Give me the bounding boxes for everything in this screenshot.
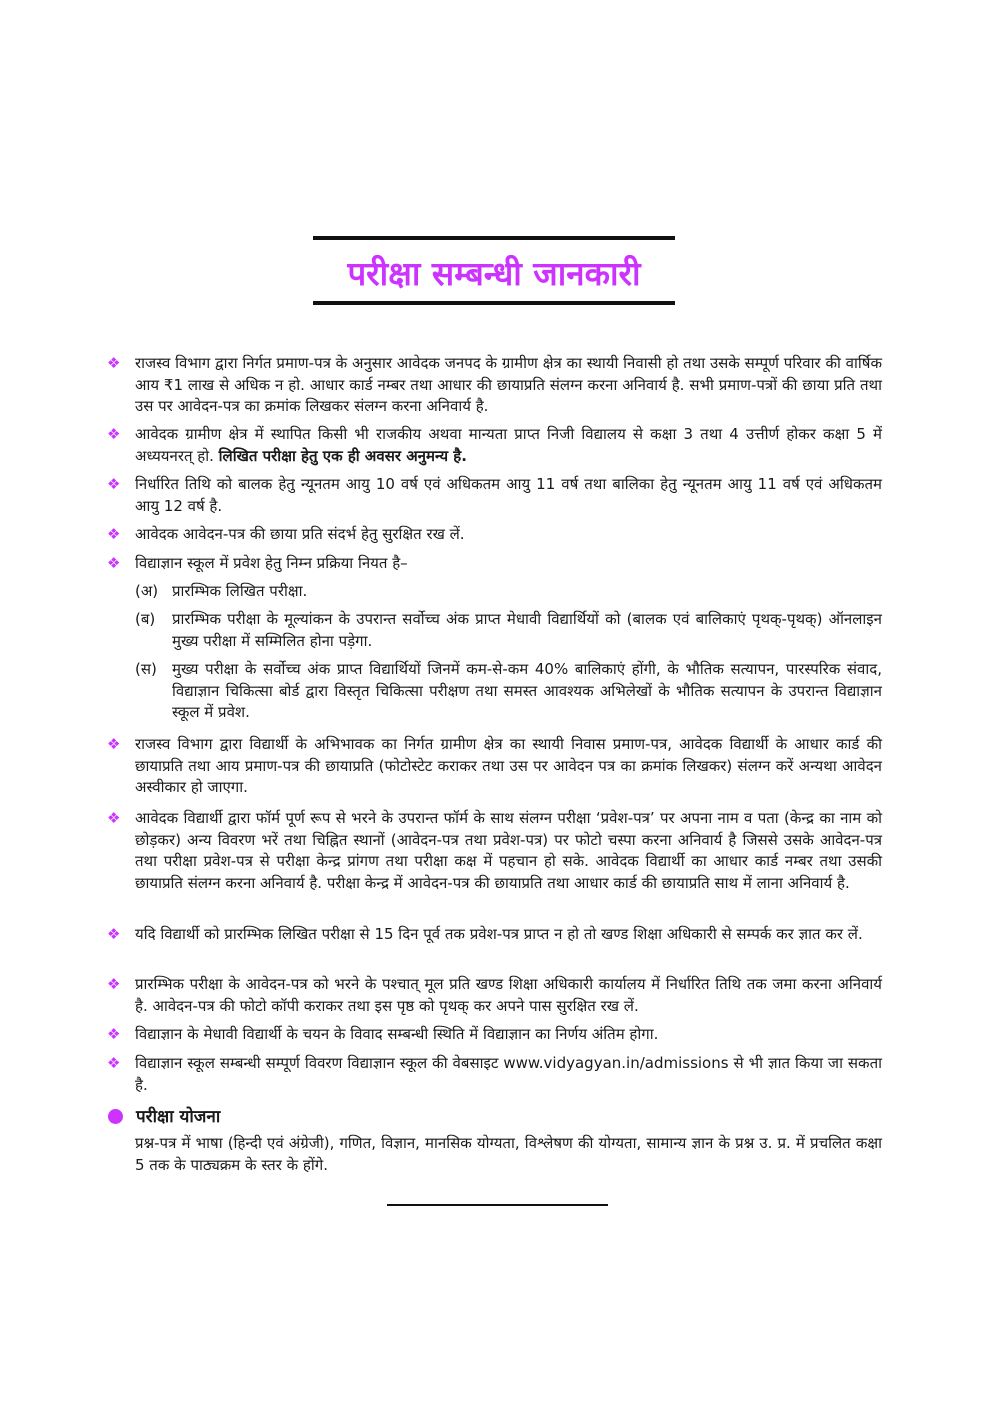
list-item (107, 974, 882, 1017)
diamond-bullet-icon: ❖ (107, 925, 121, 943)
sub-item-label: (स) (135, 660, 157, 678)
section-heading (108, 1104, 220, 1127)
sub-item-label: (अ) (135, 582, 159, 600)
diamond-bullet-icon: ❖ (107, 425, 121, 443)
diamond-bullet-icon: ❖ (107, 809, 121, 827)
list-item (107, 474, 882, 517)
item-text: राजस्व विभाग द्वारा निर्गत प्रमाण-पत्र के अनुसार आवेदक जनपद के ग्रामीण क्षेत्र का स्थायी निवासी हो तथा उसके सम्पूर्ण परिवार की वार्षिक आय ₹1 लाख से अधिक न हो. आधार कार्ड नम्बर तथा आधार की छायाप्रति संलग्न करना अनिवार्य है. सभी प्रमाण-पत्रों की छाया प्रति तथा उस पर आवेदन-पत्र का क्रमांक लिखकर संलग्न करना अनिवार्य है. (135, 354, 882, 415)
list-item (107, 553, 882, 575)
item-text: यदि विद्यार्थी को प्रारम्भिक लिखित परीक्षा से 15 दिन पूर्व तक प्रवेश-पत्र प्राप्त न हो तो खण्ड शिक्षा अधिकारी से सम्पर्क कर ज्ञात कर लें. (135, 925, 863, 943)
sub-item (135, 609, 882, 652)
item-text: विद्याज्ञान स्कूल में प्रवेश हेतु निम्न प्रक्रिया नियत है– (135, 554, 408, 572)
title-bottom-rule (313, 301, 675, 305)
sub-item (135, 659, 882, 724)
list-item (107, 524, 882, 546)
list-item (107, 808, 882, 894)
diamond-bullet-icon: ❖ (107, 1025, 121, 1043)
list-item (107, 1053, 882, 1096)
diamond-bullet-icon: ❖ (107, 1054, 121, 1072)
page-title: परीक्षा सम्बन्धी जानकारी (347, 254, 641, 293)
diamond-bullet-icon: ❖ (107, 525, 121, 543)
item-text: प्रारम्भिक परीक्षा के आवेदन-पत्र को भरने के पश्चात् मूल प्रति खण्ड शिक्षा अधिकारी कार्यालय में निर्धारित तिथि तक जमा करना अनिवार्य है. आवेदन-पत्र की फोटो कॉपी कराकर तथा इस पृष्ठ को पृथक् कर अपने पास सुरक्षित रख लें. (135, 975, 882, 1015)
title-top-rule (313, 236, 675, 240)
diamond-bullet-icon: ❖ (107, 975, 121, 993)
diamond-bullet-icon: ❖ (107, 735, 121, 753)
item-text: निर्धारित तिथि को बालक हेतु न्यूनतम आयु 10 वर्ष एवं अधिकतम आयु 11 वर्ष तथा बालिका हेतु न्यूनतम आयु 11 वर्ष एवं अधिकतम आयु 12 वर्ष है. (135, 475, 882, 515)
list-item (107, 353, 882, 418)
list-item (107, 424, 882, 467)
item-text: विद्याज्ञान स्कूल सम्बन्धी सम्पूर्ण विवरण विद्याज्ञान स्कूल की वेबसाइट www.vidyagyan.in/admissions से भी ज्ञात किया जा सकता है. (135, 1054, 882, 1094)
sub-item (135, 581, 882, 603)
item-text: राजस्व विभाग द्वारा विद्यार्थी के अभिभावक का निर्गत ग्रामीण क्षेत्र का स्थायी निवास प्रमाण-पत्र, आवेदक विद्यार्थी के आधार कार्ड की छायाप्रति तथा आय प्रमाण-पत्र की छायाप्रति (फोटोस्टेट कराकर तथा उस पर आवेदन पत्र का क्रमांक लिखकर) संलग्न करें अन्यथा आवेदन अस्वीकार हो जाएगा. (135, 735, 882, 796)
item-text: आवेदक विद्यार्थी द्वारा फॉर्म पूर्ण रूप से भरने के उपरान्त फॉर्म के साथ संलग्न परीक्षा ‘प्रवेश-पत्र’ पर अपना नाम व पता (केन्द्र का नाम को छोड़कर) अन्य विवरण भरें तथा चिह्नित स्थानों (आवेदन-पत्र तथा प्रवेश-पत्र) पर फोटो चस्पा करना अनिवार्य है जिससे उसके आवेदन-पत्र तथा परीक्षा प्रवेश-पत्र से परीक्षा केन्द्र प्रांगण तथा परीक्षा कक्ष में पहचान हो सके. आवेदक विद्यार्थी का आधार कार्ड नम्बर तथा उसकी छायाप्रति संलग्न करना अनिवार्य है. परीक्षा केन्द्र में आवेदन-पत्र की छायाप्रति तथा आधार कार्ड की छायाप्रति साथ में लाना अनिवार्य है. (135, 809, 882, 892)
diamond-bullet-icon: ❖ (107, 354, 121, 372)
list-item (107, 734, 882, 799)
circle-bullet-icon (108, 1109, 123, 1124)
item-bold-text: लिखित परीक्षा हेतु एक ही अवसर अनुमन्य है. (218, 446, 467, 465)
end-divider (387, 1204, 608, 1206)
sub-item-text: प्रारम्भिक परीक्षा के मूल्यांकन के उपरान्त सर्वोच्च अंक प्राप्त मेधावी विद्यार्थियों को (बालक एवं बालिकाएं पृथक्-पृथक्) ऑनलाइन मुख्य परीक्षा में सम्मिलित होना पड़ेगा. (172, 610, 882, 650)
diamond-bullet-icon: ❖ (107, 475, 121, 493)
item-text: विद्याज्ञान के मेधावी विद्यार्थी के चयन के विवाद सम्बन्धी स्थिति में विद्याज्ञान का निर्णय अंतिम होगा. (135, 1025, 659, 1043)
sub-item-text: मुख्य परीक्षा के सर्वोच्च अंक प्राप्त विद्यार्थियों जिनमें कम-से-कम 40% बालिकाएं होंगी, के भौतिक सत्यापन, पारस्परिक संवाद, विद्याज्ञान चिकित्सा बोर्ड द्वारा विस्तृत चिकित्सा परीक्षण तथा समस्त आवश्यक अभिलेखों के भौतिक सत्यापन के उपरान्त विद्याज्ञान स्कूल में प्रवेश. (172, 660, 882, 721)
section-heading-text: परीक्षा योजना (136, 1107, 221, 1127)
scheme-paragraph: प्रश्न-पत्र में भाषा (हिन्दी एवं अंग्रेजी), गणित, विज्ञान, मानसिक योग्यता, विश्लेषण की योग्यता, सामान्य ज्ञान के प्रश्न उ. प्र. में प्रचलित कक्षा 5 तक के पाठ्यक्रम के स्तर के होंगे. (135, 1134, 882, 1174)
list-item (107, 924, 882, 946)
sub-item-label: (ब) (135, 610, 156, 628)
list-item (107, 1024, 882, 1046)
diamond-bullet-icon: ❖ (107, 554, 121, 572)
item-text: आवेदक आवेदन-पत्र की छाया प्रति संदर्भ हेतु सुरक्षित रख लें. (135, 525, 465, 543)
sub-item-text: प्रारम्भिक लिखित परीक्षा. (172, 582, 308, 600)
item-text: आवेदक ग्रामीण क्षेत्र में स्थापित किसी भी राजकीय अथवा मान्यता प्राप्त निजी विद्यालय से कक्षा 3 तथा 4 उत्तीर्ण होकर कक्षा 5 में अध्ययनरत् हो. (135, 425, 882, 465)
